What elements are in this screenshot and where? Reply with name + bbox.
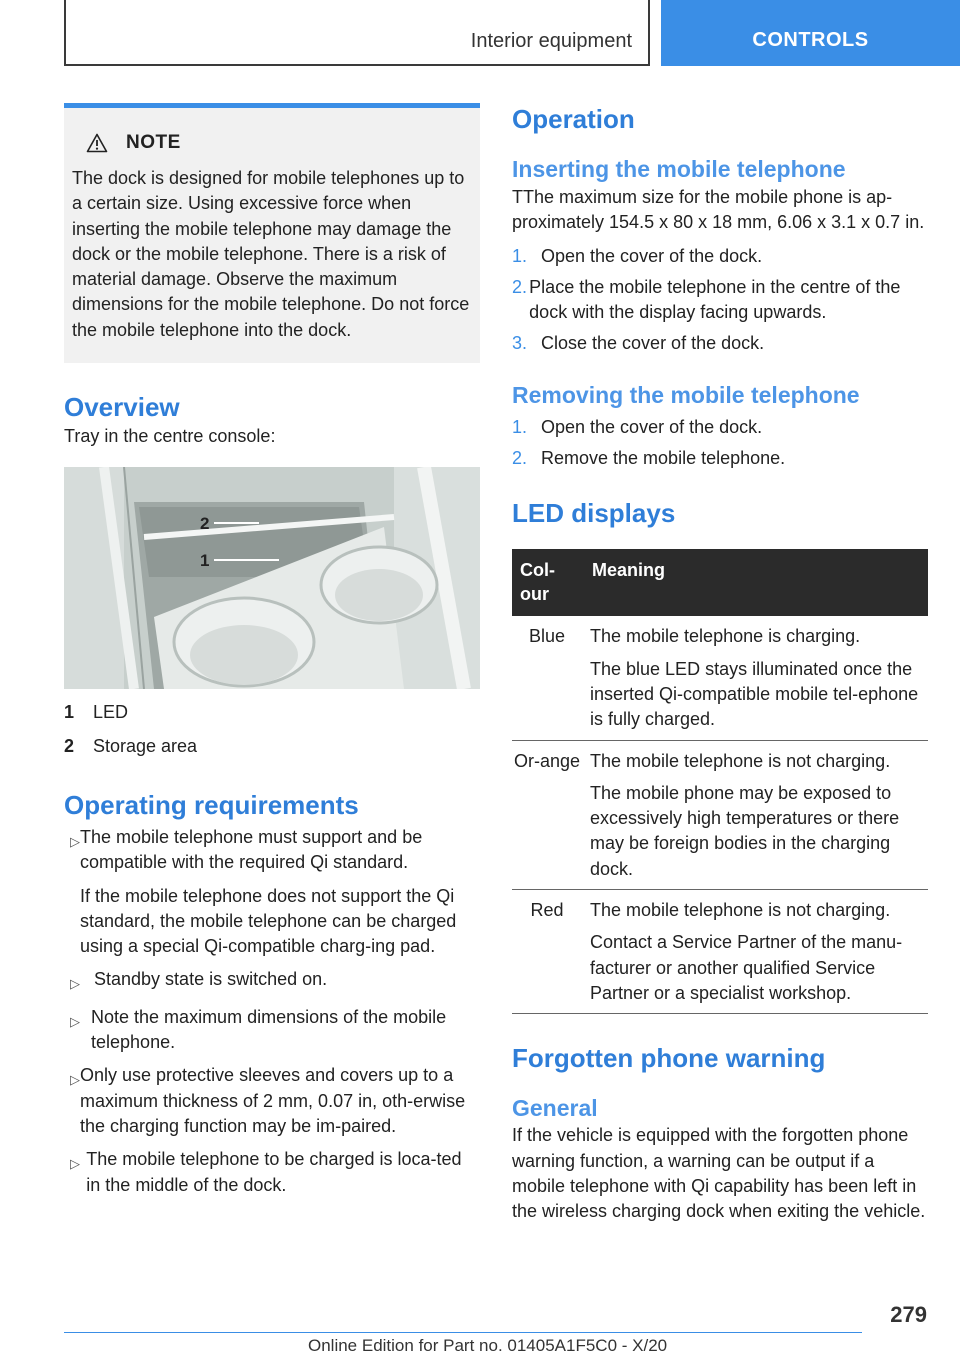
warning-triangle-icon xyxy=(86,133,108,153)
list-item-text: The mobile telephone to be charged is loca‐ted in the middle of the dock. xyxy=(86,1149,462,1195)
step-text: Place the mobile telephone in the centre of the dock with the display facing upwards. xyxy=(529,276,901,323)
list-item xyxy=(64,1063,480,1139)
step-text: Open the cover of the dock. xyxy=(541,416,763,437)
list-item-text: The mobile telephone must support and be compatible with the required Qi standard. xyxy=(80,826,423,873)
note-title: NOTE xyxy=(126,132,181,153)
header-chapter-title: CONTROLS xyxy=(752,29,869,51)
led-table xyxy=(512,549,928,1014)
list-item xyxy=(64,1147,480,1198)
removing-steps xyxy=(512,415,928,472)
legend-number: 1 xyxy=(64,702,75,723)
list-item-text: Standby state is switched on. xyxy=(94,969,328,990)
legend-text: Storage area xyxy=(93,735,198,756)
step-text: Close the cover of the dock. xyxy=(541,333,765,354)
step-item xyxy=(512,415,928,440)
triangle-bullet-icon: ▷ xyxy=(70,1013,80,1029)
led-heading: LED displays xyxy=(512,498,676,529)
image-label-2: 2 xyxy=(200,514,210,534)
inserting-steps xyxy=(512,244,928,357)
list-item xyxy=(64,1005,480,1056)
legend-item xyxy=(64,700,480,725)
step-text: Remove the mobile telephone. xyxy=(541,448,786,469)
inserting-heading: Inserting the mobile telephone xyxy=(512,156,846,182)
overview-intro: Tray in the centre console: xyxy=(64,426,276,447)
led-colour: Red xyxy=(512,890,584,1014)
table-header-row xyxy=(512,549,928,616)
legend-item xyxy=(64,734,480,759)
led-detail: The blue LED stays illuminated once the inserted Qi-compatible mobile tel‐ephone is fully charged. xyxy=(590,658,919,730)
overview-legend xyxy=(64,700,480,759)
list-item xyxy=(64,967,480,996)
footer-divider xyxy=(64,1332,862,1333)
header-chapter-tab xyxy=(661,0,960,66)
centre-console-tray-image xyxy=(64,467,480,689)
step-item xyxy=(512,446,928,471)
forgotten-subheading: General xyxy=(512,1095,598,1122)
page-number: 279 xyxy=(890,1302,927,1327)
operation-heading: Operation xyxy=(512,104,635,134)
note-text: The dock is designed for mobile telephones up to a certain size. Using excessive force when inserting the mobile telephone may damage the dock or the mobile telephone. There is a risk of material damage. Observe the maximum dimensions for the mobile telephone. Do not force the mobile telephone into the dock. xyxy=(72,168,470,340)
right-column xyxy=(512,103,928,1224)
step-text: Open the cover of the dock. xyxy=(541,245,763,266)
triangle-bullet-icon: ▷ xyxy=(70,976,80,992)
led-meaning: The mobile telephone is not charging. xyxy=(590,900,891,921)
triangle-bullet-icon: ▷ xyxy=(70,1072,80,1088)
step-number: 2. xyxy=(512,276,528,297)
led-colour: Or‐ange xyxy=(512,740,584,889)
step-number: 3. xyxy=(512,333,528,354)
legend-number: 2 xyxy=(64,735,75,756)
note-header xyxy=(86,132,472,154)
table-row xyxy=(512,740,928,889)
note-box xyxy=(64,103,480,363)
requirements-heading: Operating requirements xyxy=(64,789,359,820)
list-item xyxy=(64,825,480,959)
step-item xyxy=(512,275,928,326)
header-section-title: Interior equipment xyxy=(470,30,632,52)
column-header-colour: Col‐our xyxy=(512,549,584,616)
triangle-bullet-icon: ▷ xyxy=(70,833,80,849)
inserting-intro: TThe maximum size for the mobile phone is ap‐proximately 154.5 x 80 x 18 mm, 6.06 x 3.1 x 0.7 in. xyxy=(512,187,925,233)
list-item-text: Note the maximum dimensions of the mobile telephone. xyxy=(91,1006,447,1053)
column-header-meaning: Meaning xyxy=(584,549,928,616)
led-colour: Blue xyxy=(512,616,584,740)
overview-heading: Overview xyxy=(64,392,180,423)
led-detail: Contact a Service Partner of the manu‐facturer or another qualified Service Partner or a specialist workshop. xyxy=(590,932,903,1003)
removing-heading: Removing the mobile telephone xyxy=(512,381,860,408)
table-row xyxy=(512,890,928,1014)
tray-illustration xyxy=(64,467,480,689)
header-section-box xyxy=(64,0,650,66)
footer-edition: Online Edition for Part no. 01405A1F5C0 - X/20 xyxy=(308,1336,668,1355)
step-item xyxy=(512,244,928,269)
forgotten-heading: Forgotten phone warning xyxy=(512,1043,826,1074)
step-number: 1. xyxy=(512,245,528,266)
list-item-text: Only use protective sleeves and covers up to a maximum thickness of 2 mm, 0.07 in, oth‐erwise the charging function may be im‐paired. xyxy=(80,1065,466,1136)
requirements-list xyxy=(64,825,480,1198)
legend-text: LED xyxy=(93,702,129,723)
led-meaning: The mobile telephone is not charging. xyxy=(590,750,891,771)
step-item xyxy=(512,331,928,356)
list-item-extra: If the mobile telephone does not support the Qi standard, the mobile telephone can be charged using a special Qi-compatible charg‐ing pad. xyxy=(80,885,457,957)
step-number: 1. xyxy=(512,416,528,437)
left-column xyxy=(64,103,480,1198)
step-number: 2. xyxy=(512,448,528,469)
forgotten-text: If the vehicle is equipped with the forgotten phone warning function, a warning can be output if a mobile telephone with Qi capability has been left in the wireless charging dock when exiting the vehicle. xyxy=(512,1125,926,1222)
triangle-bullet-icon: ▷ xyxy=(70,1156,80,1172)
led-meaning: The mobile telephone is charging. xyxy=(590,626,861,647)
image-label-1: 1 xyxy=(200,551,210,571)
led-detail: The mobile phone may be exposed to excessively high temperatures or there may be foreign bodies in the charging dock. xyxy=(590,782,900,879)
table-row xyxy=(512,616,928,740)
